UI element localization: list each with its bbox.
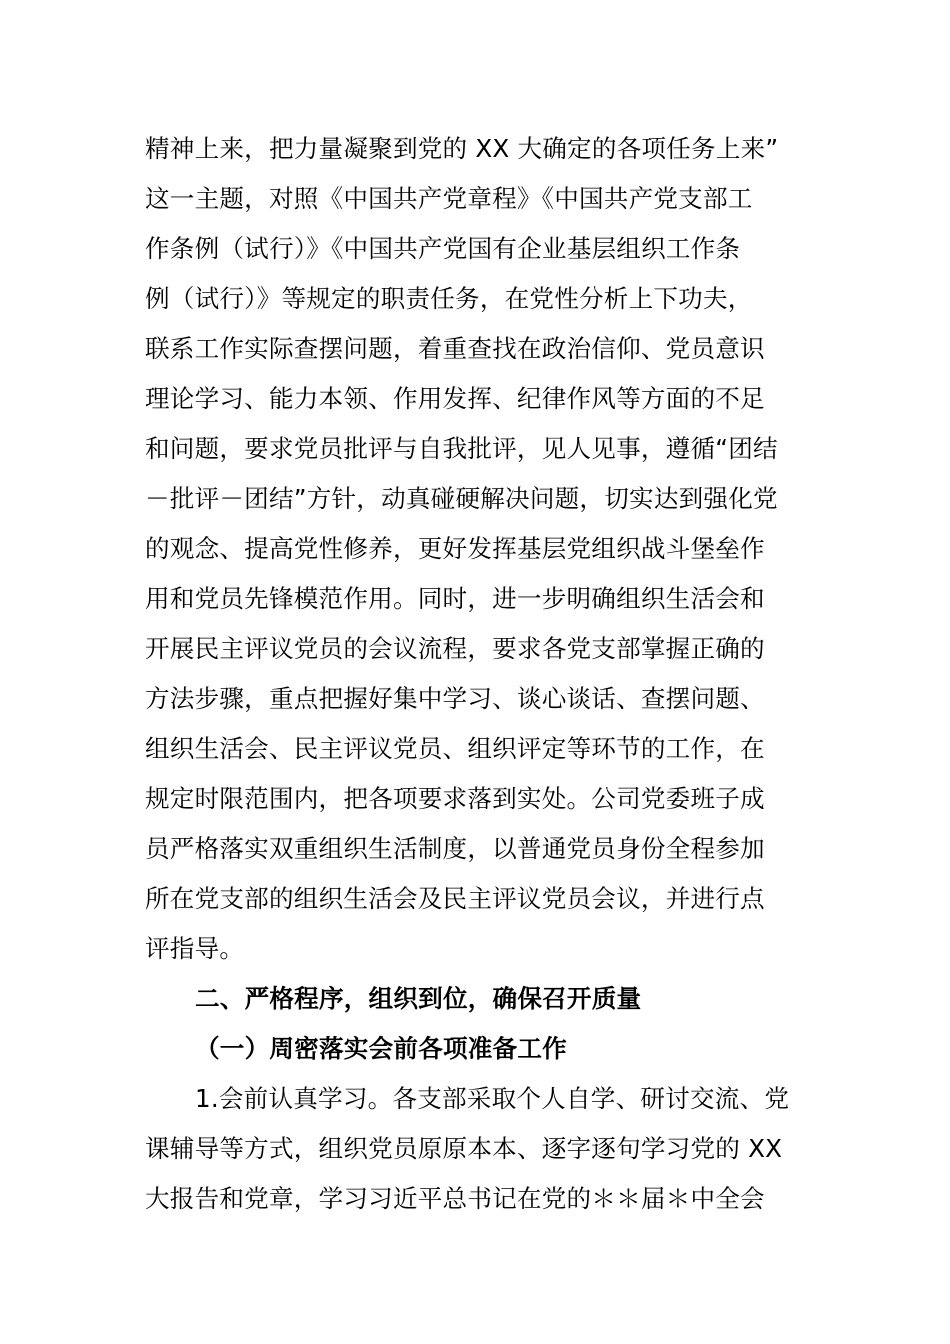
section-heading [145,974,809,1024]
text-line: 精神上来，把力量凝聚到党的 XX 大确定的各项任务上来” [145,134,779,163]
body-paragraph-2 [145,1074,809,1224]
text-line: 和问题，要求党员批评与自我批评，见人见事，遵循“团结 [145,434,778,463]
text-line: 评指导。 [145,934,245,963]
text-line: 方法步骤，重点把握好集中学习、谈心谈话、查摆问题、 [145,684,765,713]
subsection-heading-text: （一）周密落实会前各项准备工作 [195,1034,567,1063]
text-line: 联系工作实际查摆问题，着重查找在政治信仰、党员意识 [145,334,765,363]
text-line: 员严格落实双重组织生活制度，以普通党员身份全程参加 [145,834,765,863]
section-heading-text: 二、严格程序，组织到位，确保召开质量 [195,984,642,1013]
body-paragraph-1 [145,124,809,974]
text-line: 所在党支部的组织生活会及民主评议党员会议，并进行点 [145,884,765,913]
subsection-heading [145,1024,809,1074]
text-line: 作条例（试行）》《中国共产党国有企业基层组织工作条 [145,234,741,263]
text-line: －批评－团结”方针，动真碰硬解决问题，切实达到强化党 [145,484,778,513]
text-line: 理论学习、能力本领、作用发挥、纪律作风等方面的不足 [145,384,765,413]
document-page [145,124,809,1224]
text-line: 课辅导等方式，组织党员原原本本、逐字逐句学习党的 XX [145,1134,783,1163]
text-line: 组织生活会、民主评议党员、组织评定等环节的工作，在 [145,734,765,763]
text-line: 规定时限范围内，把各项要求落到实处。公司党委班子成 [145,784,765,813]
text-line: 例（试行）》等规定的职责任务，在党性分析上下功夫， [145,284,753,313]
text-line: 开展民主评议党员的会议流程，要求各党支部掌握正确的 [145,634,765,663]
text-line: 大报告和党章，学习习近平总书记在党的＊＊届＊中全会 [145,1184,765,1213]
text-line: 这一主题，对照《中国共产党章程》《中国共产党支部工 [145,184,753,213]
text-line: 的观念、提高党性修养，更好发挥基层党组织战斗堡垒作 [145,534,765,563]
text-line: 用和党员先锋模范作用。同时，进一步明确组织生活会和 [145,584,765,613]
text-line: 1.会前认真学习。各支部采取个人自学、研讨交流、党 [195,1084,790,1113]
